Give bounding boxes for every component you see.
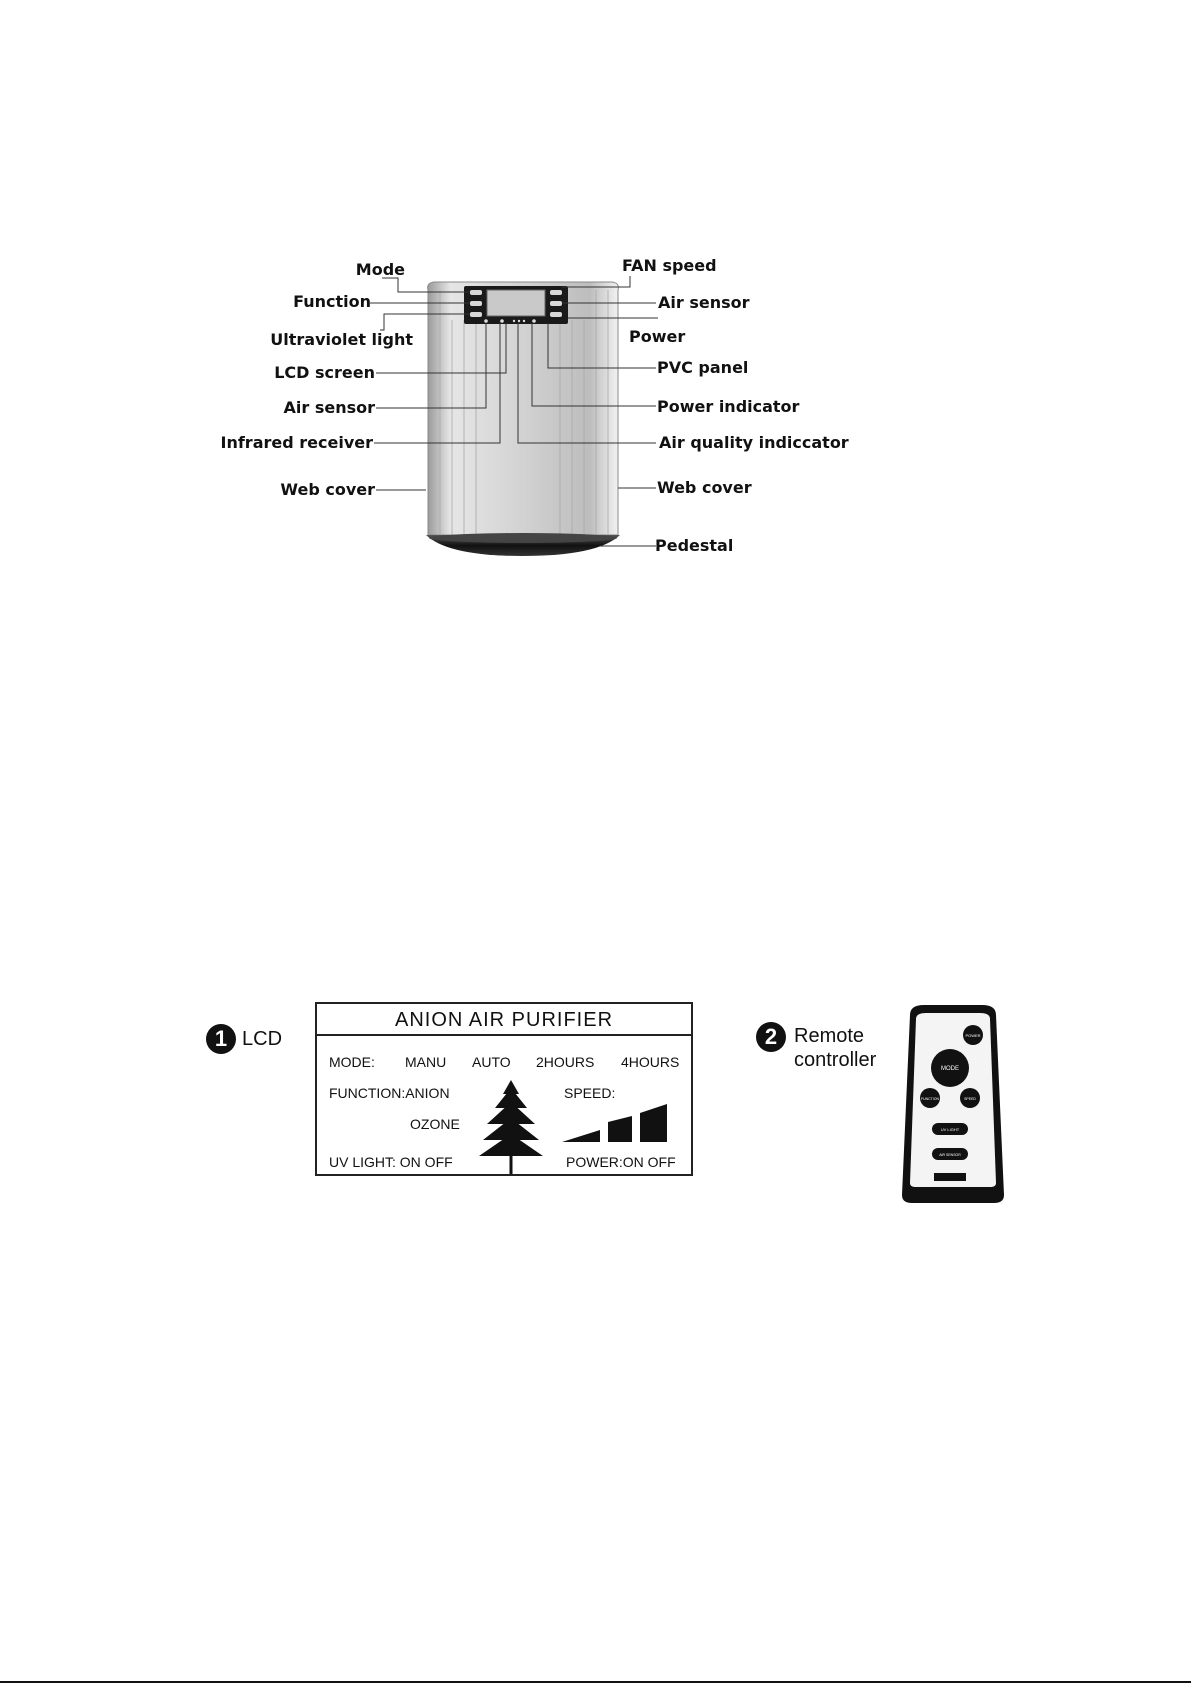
- callout-lcd-screen: LCD screen: [274, 363, 375, 382]
- remote-air-sensor-text: AIR SENSOR: [939, 1153, 961, 1157]
- callout-power: Power: [629, 327, 686, 346]
- callout-pvc-panel: PVC panel: [657, 358, 749, 377]
- page-bottom-rule: [0, 1681, 1191, 1683]
- remote-controller-illustration: [900, 1005, 1006, 1205]
- speed-bars-icon: [562, 1102, 670, 1144]
- lcd-mode-manu: MANU: [405, 1054, 447, 1070]
- remote-mode-text: MODE: [941, 1066, 959, 1072]
- callout-web-cover-left: Web cover: [280, 480, 375, 499]
- callout-web-cover-right: Web cover: [657, 478, 752, 497]
- lcd-power-label: POWER:ON OFF: [566, 1154, 676, 1170]
- remote-uv-light-text: UV LIGHT: [940, 1127, 960, 1132]
- lcd-section-label: LCD: [242, 1028, 283, 1050]
- lcd-mode-label: MODE:: [329, 1054, 375, 1070]
- callout-fan-speed: FAN speed: [622, 256, 717, 275]
- lcd-display-diagram: [315, 1002, 693, 1176]
- callout-air-quality-indicator: Air quality indiccator: [659, 433, 849, 452]
- callout-infrared-receiver: Infrared receiver: [220, 433, 373, 452]
- section-marker-2: 2: [756, 1022, 786, 1052]
- remote-brand-logo: [934, 1173, 966, 1181]
- callout-air-sensor-right: Air sensor: [658, 293, 750, 312]
- remote-function-text: FUNCTION: [920, 1097, 940, 1101]
- anion-tree-icon: [473, 1080, 549, 1174]
- section-marker-1: 1: [206, 1024, 236, 1054]
- lcd-screen-window: [487, 290, 545, 316]
- callout-function: Function: [293, 292, 371, 311]
- callout-air-sensor-left: Air sensor: [283, 398, 375, 417]
- lcd-ozone-label: OZONE: [410, 1116, 460, 1132]
- purifier-illustration: [0, 0, 1191, 600]
- lcd-uv-light-label: UV LIGHT: ON OFF: [329, 1154, 453, 1170]
- lcd-mode-2hours: 2HOURS: [536, 1054, 595, 1070]
- remote-power-text: POWER: [965, 1033, 981, 1038]
- callout-pedestal: Pedestal: [655, 536, 734, 555]
- callout-power-indicator: Power indicator: [657, 397, 800, 416]
- lcd-mode-4hours: 4HOURS: [621, 1054, 680, 1070]
- lcd-title: ANION AIR PURIFIER: [317, 1004, 691, 1036]
- remote-speed-text: SPEED: [964, 1097, 976, 1101]
- lcd-function-label: FUNCTION:ANION: [329, 1085, 450, 1101]
- callout-mode: Mode: [355, 260, 405, 279]
- remote-section-label-line2: controller: [794, 1049, 877, 1071]
- callout-ultraviolet-light: Ultraviolet light: [270, 330, 413, 349]
- lcd-mode-auto: AUTO: [472, 1054, 511, 1070]
- lcd-speed-label: SPEED:: [564, 1085, 616, 1101]
- remote-section-label-line1: Remote: [794, 1025, 865, 1047]
